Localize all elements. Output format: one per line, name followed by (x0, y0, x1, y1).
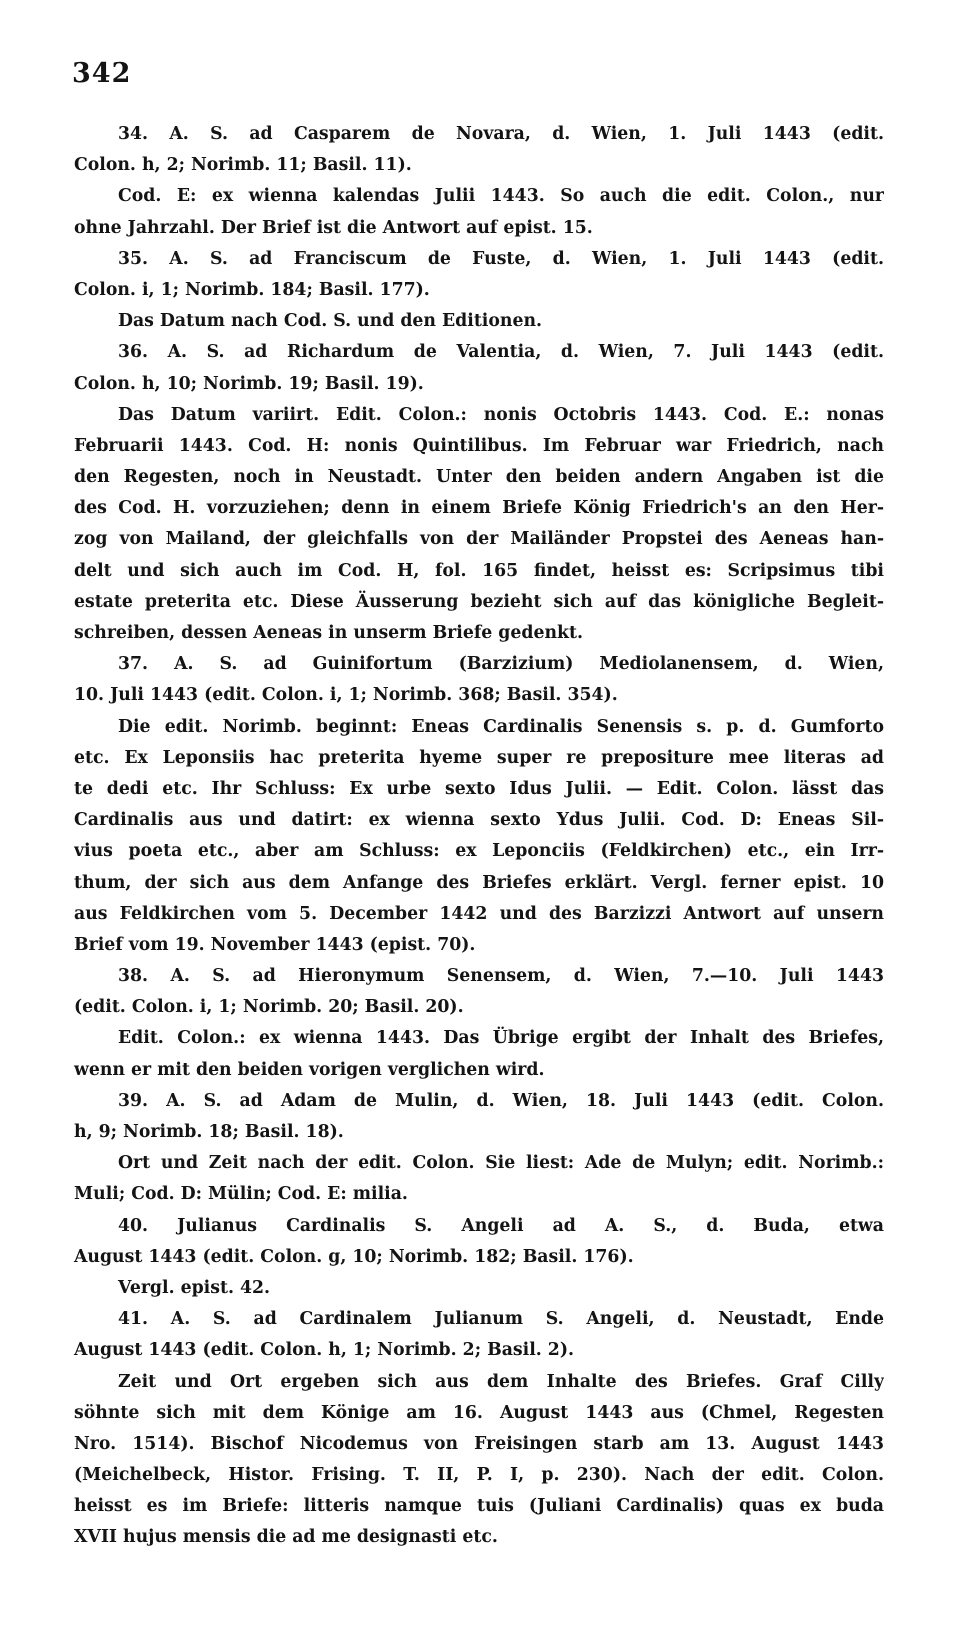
text-line: Februarii 1443. Cod. H: nonis Quintilibus. Im Februar war Friedrich, nach (74, 435, 884, 456)
text-line: Zeit und Ort ergeben sich aus dem Inhalte des Briefes. Graf Cilly (118, 1371, 884, 1392)
text-line: Muli; Cod. D: Mülin; Cod. E: milia. (74, 1184, 408, 1205)
text-line: aus Feldkirchen vom 5. December 1442 und des Barzizzi Antwort auf unsern (74, 903, 884, 924)
text-line: Cardinalis aus und datirt: ex wienna sexto Ydus Julii. Cod. D: Eneas Sil- (74, 810, 884, 831)
text-line: August 1443 (edit. Colon. g, 10; Norimb. 182; Basil. 176). (74, 1246, 634, 1267)
text-line: 39. A. S. ad Adam de Mulin, d. Wien, 18. Juli 1443 (edit. Colon. (118, 1090, 884, 1111)
text-line: vius poeta etc., aber am Schluss: ex Leponciis (Feldkirchen) etc., ein Irr- (74, 841, 884, 862)
text-line: heisst es im Briefe: litteris namque tuis (Juliani Cardinalis) quas ex buda (74, 1496, 884, 1517)
text-line: XVII hujus mensis die ad me designasti etc. (74, 1527, 498, 1548)
text-line: thum, der sich aus dem Anfange des Briefes erklärt. Vergl. ferner epist. 10 (74, 872, 884, 893)
text-line: 36. A. S. ad Richardum de Valentia, d. Wien, 7. Juli 1443 (edit. (118, 342, 884, 363)
text-line: den Regesten, noch in Neustadt. Unter den beiden andern Angaben ist die (74, 467, 884, 488)
page-number: 342 (72, 58, 132, 89)
text-line: h, 9; Norimb. 18; Basil. 18). (74, 1122, 344, 1142)
text-line: Nro. 1514). Bischof Nicodemus von Freisingen starb am 13. August 1443 (74, 1433, 884, 1454)
text-line: Edit. Colon.: ex wienna 1443. Das Übrige ergibt der Inhalt des Briefes, (118, 1028, 884, 1049)
text-line: Ort und Zeit nach der edit. Colon. Sie liest: Ade de Mulyn; edit. Norimb.: (118, 1153, 884, 1174)
text-line: August 1443 (edit. Colon. h, 1; Norimb. 2; Basil. 2). (74, 1340, 575, 1361)
text-line: 34. A. S. ad Casparem de Novara, d. Wien, 1. Juli 1443 (edit. (118, 124, 884, 144)
text-line: 10. Juli 1443 (edit. Colon. i, 1; Norimb. 368; Basil. 354). (74, 685, 618, 706)
text-line: Cod. E: ex wienna kalendas Julii 1443. So auch die edit. Colon., nur (118, 186, 884, 207)
text-line: 37. A. S. ad Guinifortum (Barzizium) Mediolanensem, d. Wien, (118, 654, 884, 675)
text-line: ohne Jahrzahl. Der Brief ist die Antwort auf epist. 15. (74, 217, 593, 238)
text-line: 41. A. S. ad Cardinalem Julianum S. Angeli, d. Neustadt, Ende (118, 1309, 884, 1330)
text-line: 38. A. S. ad Hieronymum Senensem, d. Wien, 7.—10. Juli 1443 (118, 966, 884, 987)
text-line: Das Datum nach Cod. S. und den Editionen. (118, 311, 543, 332)
text-line: söhnte sich mit dem Könige am 16. August 1443 aus (Chmel, Regesten (74, 1402, 884, 1423)
text-line: 40. Julianus Cardinalis S. Angeli ad A. S., d. Buda, etwa (118, 1215, 884, 1236)
text-line: Colon. h, 2; Norimb. 11; Basil. 11). (74, 155, 412, 176)
text-line: Das Datum variirt. Edit. Colon.: nonis Octobris 1443. Cod. E.: nonas (118, 404, 884, 425)
text-line: Vergl. epist. 42. (118, 1277, 271, 1298)
body-text (74, 119, 884, 1554)
text-line: schreiben, dessen Aeneas in unserm Briefe gedenkt. (74, 623, 583, 643)
text-line: Colon. h, 10; Norimb. 19; Basil. 19). (74, 373, 424, 394)
text-line: te dedi etc. Ihr Schluss: Ex urbe sexto Idus Julii. — Edit. Colon. lässt das (74, 778, 884, 799)
text-line: Die edit. Norimb. beginnt: Eneas Cardinalis Senensis s. p. d. Gumforto (118, 716, 884, 737)
text-line: 35. A. S. ad Franciscum de Fuste, d. Wien, 1. Juli 1443 (edit. (118, 248, 884, 269)
text-line: (edit. Colon. i, 1; Norimb. 20; Basil. 20). (74, 997, 464, 1018)
text-line: zog von Mailand, der gleichfalls von der Mailänder Propstei des Aeneas han- (74, 529, 884, 550)
text-line: delt und sich auch im Cod. H, fol. 165 findet, heisst es: Scripsimus tibi (74, 560, 884, 581)
text-line: Colon. i, 1; Norimb. 184; Basil. 177). (74, 279, 430, 300)
text-line: Brief vom 19. November 1443 (epist. 70). (74, 934, 476, 955)
text-line: (Meichelbeck, Histor. Frising. T. II, P. I, p. 230). Nach der edit. Colon. (74, 1465, 884, 1486)
text-line: etc. Ex Leponsiis hac preterita hyeme super re prepositure mee literas ad (74, 747, 884, 768)
text-line: des Cod. H. vorzuziehen; denn in einem Briefe König Friedrich's an den Her- (74, 498, 884, 519)
text-line: wenn er mit den beiden vorigen verglichen wird. (74, 1059, 545, 1080)
text-line: estate preterita etc. Diese Äusserung bezieht sich auf das königliche Begleit- (74, 591, 884, 612)
